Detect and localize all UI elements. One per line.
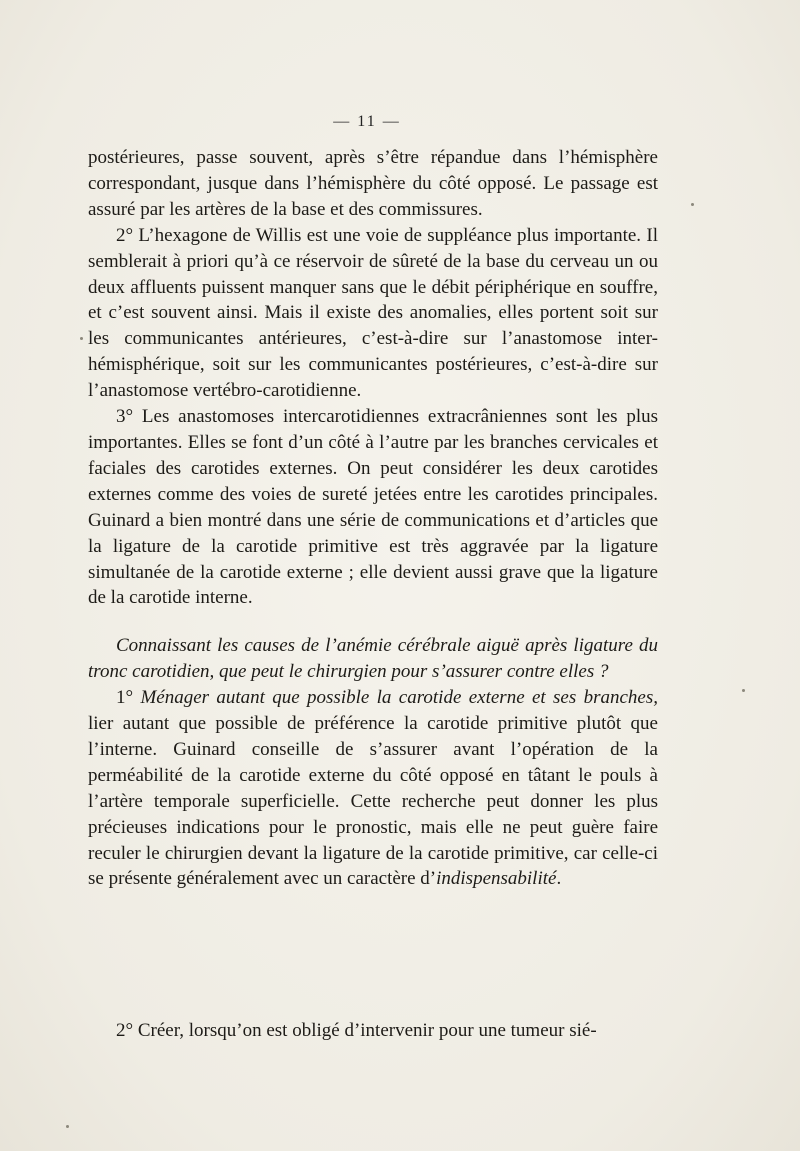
paragraph-continuation: postérieures, passe souvent, après s’être répandue dans l’hémisphère correspondant, jusque dans l’hémisphère du côté opposé. Le passage est assuré par les artères de la base et des commissures. <box>88 147 658 220</box>
paragraph-end: . <box>556 868 562 890</box>
emphasis-text: indispensabilité <box>436 868 557 890</box>
page-number: — 11 — <box>333 113 401 130</box>
paragraph-text: lier autant que possible de préférence la carotide primitive plutôt que l’interne. Guinard conseille de s’assurer avant l’opération de la perméabilité de la carotide externe du côté opposé en tâtant le pouls à l’artère temporale superficielle. Cette recherche peut donner les plus précieuses indications pour le pronostic, mais elle ne peut guère faire reculer le chirurgien devant la ligature de la carotide primitive, car celle-ci se présente généralement avec un caractère d’ <box>88 713 658 890</box>
paragraph-willis: 2° L’hexagone de Willis est une voie de suppléance plus importante. Il semblerait à priori qu’à ce réservoir de sûreté de la base du cerveau un ou deux affluents puissent manquer sans que le débit périphérique en souffre, et c’est souvent ainsi. Mais il existe des anomalies, elles portent soit sur les communicantes antérieures, c’est-à-dire sur l’anastomose inter-hémisphérique, soit sur les communicantes postérieures, c’est-à-dire sur l’anastomose vertébro-carotidienne. <box>88 224 658 402</box>
emphasis-text: Ménager autant que possible la carotide externe et ses branches, <box>140 687 658 709</box>
page-body <box>88 145 658 892</box>
paragraph-anastomoses: 3° Les anastomoses intercarotidiennes extracrâniennes sont les plus importantes. Elles se font d’un côté à l’autre par les branches cervicales et faciales des carotides externes. On peut considérer les deux carotides externes comme des voies de sureté jetées entre les carotides principales. Guinard a bien montré dans une série de communications et d’articles que la ligature de la carotide primitive est très aggravée par la ligature simultanée de la carotide externe ; elle devient aussi grave que la ligature de la carotide interne. <box>88 406 658 609</box>
scan-speck <box>80 337 83 340</box>
paragraph-creer: 2° Créer, lorsqu’on est obligé d’intervenir pour une tumeur sié- <box>116 1020 597 1041</box>
scan-speck <box>742 689 745 692</box>
paragraph-menager <box>88 685 658 892</box>
list-number: 1° <box>116 687 141 709</box>
scan-speck <box>66 1125 69 1128</box>
paragraph-question: Connaissant les causes de l’anémie cérébrale aiguë après ligature du tronc carotidien, que peut le chirurgien pour s’assurer contre elles ? <box>88 635 658 683</box>
scan-speck <box>691 203 694 206</box>
